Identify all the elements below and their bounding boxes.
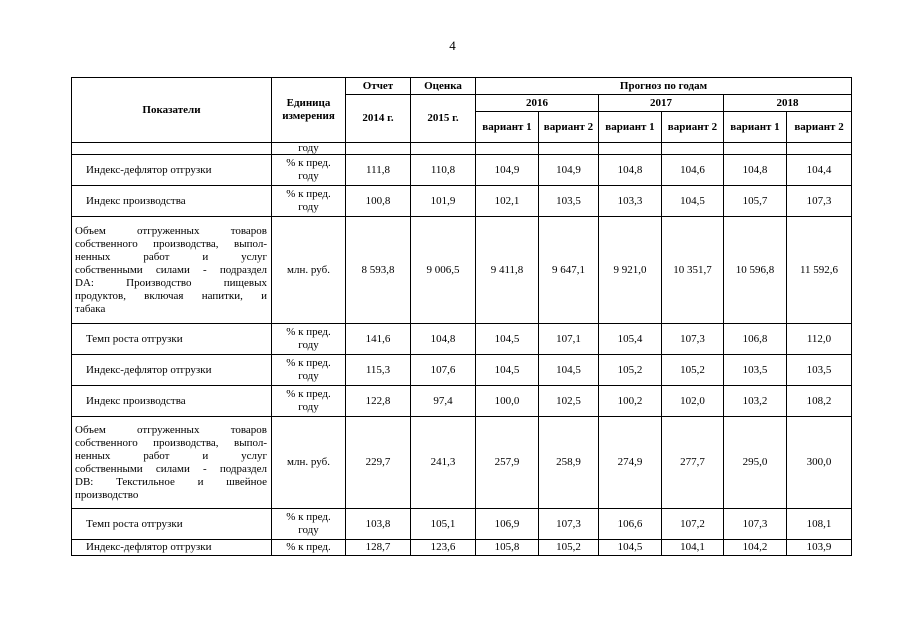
header-variant1: вариант 1	[476, 112, 539, 143]
value-cell	[599, 143, 662, 155]
value-cell: 107,1	[539, 324, 599, 355]
description-line: табака	[75, 302, 106, 315]
unit-cell: % к пред. году	[272, 355, 346, 386]
value-cell: 100,2	[599, 386, 662, 417]
value-cell	[787, 143, 852, 155]
indicator-label: Темп роста отгрузки	[72, 324, 272, 355]
value-cell: 102,5	[539, 386, 599, 417]
value-cell: 123,6	[411, 540, 476, 556]
value-cell: 107,3	[662, 324, 724, 355]
description-line: продуктов, включая напитки, и	[75, 289, 267, 302]
value-cell: 111,8	[346, 155, 411, 186]
unit-cell: % к пред.	[272, 540, 346, 556]
value-cell: 105,2	[539, 540, 599, 556]
value-cell: 241,3	[411, 417, 476, 509]
value-cell: 122,8	[346, 386, 411, 417]
unit-cell: млн. руб.	[272, 217, 346, 324]
value-cell: 103,5	[724, 355, 787, 386]
value-cell: 9 411,8	[476, 217, 539, 324]
value-cell: 104,8	[599, 155, 662, 186]
value-cell: 105,8	[476, 540, 539, 556]
value-cell: 104,8	[411, 324, 476, 355]
unit-cell: году	[272, 143, 346, 155]
unit-cell: % к пред. году	[272, 324, 346, 355]
table-row	[72, 324, 852, 355]
description-line: DB: Текстильное и швейное	[75, 475, 267, 488]
value-cell: 100,8	[346, 186, 411, 217]
value-cell: 274,9	[599, 417, 662, 509]
indicator-label: Темп роста отгрузки	[72, 509, 272, 540]
value-cell: 257,9	[476, 417, 539, 509]
table-row	[72, 417, 852, 509]
description-line: ненных работ и услуг	[75, 250, 267, 263]
value-cell: 128,7	[346, 540, 411, 556]
table-row	[72, 386, 852, 417]
description-line: собственными силами - подраздел	[75, 462, 267, 475]
value-cell: 104,5	[599, 540, 662, 556]
unit-cell: % к пред. году	[272, 155, 346, 186]
description-line: Объем отгруженных товаров	[75, 224, 267, 237]
value-cell: 107,6	[411, 355, 476, 386]
table-row	[72, 143, 852, 155]
value-cell: 104,6	[662, 155, 724, 186]
table-row	[72, 217, 852, 324]
value-cell: 104,9	[476, 155, 539, 186]
header-variant2: вариант 2	[662, 112, 724, 143]
indicator-label: Индекс производства	[72, 186, 272, 217]
indicator-description	[72, 217, 272, 324]
unit-cell: % к пред. году	[272, 386, 346, 417]
value-cell: 229,7	[346, 417, 411, 509]
unit-cell: % к пред. году	[272, 186, 346, 217]
description-line: собственными силами - подраздел	[75, 263, 267, 276]
header-estimate: Оценка	[411, 78, 476, 95]
header-report-year: 2014 г.	[346, 95, 411, 143]
value-cell: 103,5	[539, 186, 599, 217]
value-cell: 141,6	[346, 324, 411, 355]
header-year-2016: 2016	[476, 95, 599, 112]
value-cell: 112,0	[787, 324, 852, 355]
value-cell	[346, 143, 411, 155]
indicator-description	[72, 417, 272, 509]
table-row	[72, 186, 852, 217]
value-cell: 107,3	[539, 509, 599, 540]
value-cell: 107,2	[662, 509, 724, 540]
description-line: производство	[75, 488, 139, 501]
header-indicators: Показатели	[72, 78, 272, 143]
value-cell: 104,5	[476, 355, 539, 386]
value-cell: 107,3	[724, 509, 787, 540]
value-cell: 258,9	[539, 417, 599, 509]
indicator-cell	[72, 143, 272, 155]
header-report: Отчет	[346, 78, 411, 95]
value-cell: 104,2	[724, 540, 787, 556]
indicator-label: Индекс-дефлятор отгрузки	[72, 355, 272, 386]
value-cell: 105,1	[411, 509, 476, 540]
value-cell: 8 593,8	[346, 217, 411, 324]
header-variant1: вариант 1	[599, 112, 662, 143]
description-line: DA: Производство пищевых	[75, 276, 267, 289]
value-cell: 106,9	[476, 509, 539, 540]
value-cell: 103,5	[787, 355, 852, 386]
header-unit: Единица измерения	[272, 78, 346, 143]
description-line: собственного производства, выпол-	[75, 436, 267, 449]
value-cell: 300,0	[787, 417, 852, 509]
value-cell: 102,0	[662, 386, 724, 417]
table-row	[72, 355, 852, 386]
value-cell: 101,9	[411, 186, 476, 217]
unit-cell: % к пред. году	[272, 509, 346, 540]
value-cell: 10 351,7	[662, 217, 724, 324]
value-cell: 103,2	[724, 386, 787, 417]
value-cell: 103,9	[787, 540, 852, 556]
value-cell: 9 006,5	[411, 217, 476, 324]
value-cell: 104,9	[539, 155, 599, 186]
header-estimate-year: 2015 г.	[411, 95, 476, 143]
description-line: ненных работ и услуг	[75, 449, 267, 462]
value-cell: 102,1	[476, 186, 539, 217]
indicator-label: Индекс-дефлятор отгрузки	[72, 540, 272, 556]
value-cell: 103,3	[599, 186, 662, 217]
value-cell: 295,0	[724, 417, 787, 509]
value-cell: 105,2	[662, 355, 724, 386]
value-cell: 277,7	[662, 417, 724, 509]
header-year-2018: 2018	[724, 95, 852, 112]
header-forecast: Прогноз по годам	[476, 78, 852, 95]
value-cell: 11 592,6	[787, 217, 852, 324]
value-cell	[662, 143, 724, 155]
value-cell: 104,5	[662, 186, 724, 217]
value-cell: 97,4	[411, 386, 476, 417]
value-cell: 104,1	[662, 540, 724, 556]
value-cell: 108,1	[787, 509, 852, 540]
description-line: Объем отгруженных товаров	[75, 423, 267, 436]
value-cell	[539, 143, 599, 155]
unit-cell: млн. руб.	[272, 417, 346, 509]
indicator-label: Индекс производства	[72, 386, 272, 417]
value-cell: 105,2	[599, 355, 662, 386]
description-line: собственного производства, выпол-	[75, 237, 267, 250]
forecast-table	[71, 77, 852, 556]
value-cell: 9 921,0	[599, 217, 662, 324]
value-cell: 105,4	[599, 324, 662, 355]
value-cell: 105,7	[724, 186, 787, 217]
table-row	[72, 509, 852, 540]
value-cell: 9 647,1	[539, 217, 599, 324]
value-cell	[411, 143, 476, 155]
header-variant1: вариант 1	[724, 112, 787, 143]
indicator-label: Индекс-дефлятор отгрузки	[72, 155, 272, 186]
value-cell: 100,0	[476, 386, 539, 417]
value-cell: 115,3	[346, 355, 411, 386]
value-cell: 106,6	[599, 509, 662, 540]
value-cell: 110,8	[411, 155, 476, 186]
header-year-2017: 2017	[599, 95, 724, 112]
value-cell: 104,5	[539, 355, 599, 386]
value-cell: 104,5	[476, 324, 539, 355]
table-row	[72, 540, 852, 556]
value-cell	[724, 143, 787, 155]
value-cell: 103,8	[346, 509, 411, 540]
value-cell: 107,3	[787, 186, 852, 217]
page-number: 4	[449, 38, 456, 53]
value-cell: 108,2	[787, 386, 852, 417]
value-cell: 106,8	[724, 324, 787, 355]
table-row	[72, 155, 852, 186]
value-cell: 104,8	[724, 155, 787, 186]
value-cell: 10 596,8	[724, 217, 787, 324]
header-variant2: вариант 2	[787, 112, 852, 143]
value-cell	[476, 143, 539, 155]
header-variant2: вариант 2	[539, 112, 599, 143]
value-cell: 104,4	[787, 155, 852, 186]
